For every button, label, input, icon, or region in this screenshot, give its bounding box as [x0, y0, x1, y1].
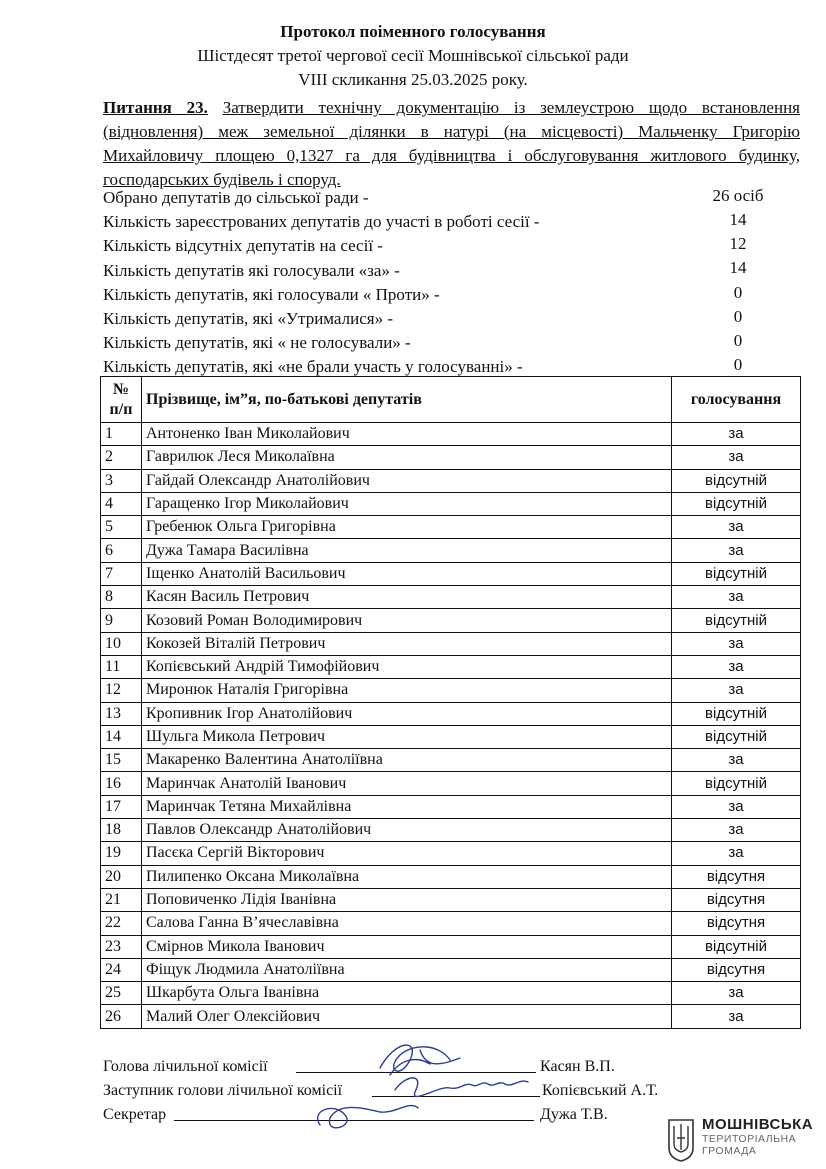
vote-table [100, 376, 801, 1029]
vote-result: відсутня [672, 912, 801, 935]
row-number: 20 [101, 865, 142, 888]
row-number: 2 [101, 446, 142, 469]
vote-result: відсутній [672, 609, 801, 632]
logo-line-1: МОШНІВСЬКА [702, 1116, 814, 1133]
stat-label-registered: Кількість зареєстрованих депутатів до участі в роботі сесії - [103, 212, 540, 231]
deputy-commission-name: Копієвський А.Т. [542, 1082, 659, 1099]
vote-result: відсутня [672, 958, 801, 981]
table-row [101, 492, 801, 515]
deputy-name: Малий Олег Олексійович [142, 1005, 672, 1028]
vote-result: за [672, 632, 801, 655]
row-number: 5 [101, 516, 142, 539]
row-number: 18 [101, 819, 142, 842]
vote-result: за [672, 749, 801, 772]
deputy-name: Іщенко Анатолій Васильович [142, 562, 672, 585]
stat-label-not-participated: Кількість депутатів, які «не брали участь у голосуванні» - [103, 357, 523, 376]
deputy-name: Пилипенко Оксана Миколаївна [142, 865, 672, 888]
table-row [101, 632, 801, 655]
row-number: 1 [101, 423, 142, 446]
row-number: 26 [101, 1005, 142, 1028]
vote-result: за [672, 539, 801, 562]
vote-result: за [672, 446, 801, 469]
table-row [101, 562, 801, 585]
trident-emblem-icon [666, 1116, 696, 1162]
stat-value-not-participated: 0 [733, 355, 743, 374]
row-number: 24 [101, 958, 142, 981]
table-row [101, 469, 801, 492]
table-row [101, 888, 801, 911]
table-row [101, 749, 801, 772]
deputy-name: Салова Ганна В’ячеславівна [142, 912, 672, 935]
deputy-name: Дужа Тамара Василівна [142, 539, 672, 562]
head-commission-name: Касян В.П. [540, 1058, 615, 1075]
deputy-name: Антоненко Іван Миколайович [142, 423, 672, 446]
deputy-commission-label: Заступник голови лічильної комісії [103, 1082, 343, 1099]
row-number: 16 [101, 772, 142, 795]
deputy-name: Гаврилюк Леся Миколаївна [142, 446, 672, 469]
stat-value-for: 14 [729, 258, 747, 277]
row-number: 10 [101, 632, 142, 655]
col-header-number-line1: № [112, 380, 130, 398]
vote-result: за [672, 819, 801, 842]
signature-deputy [395, 1078, 528, 1097]
table-row [101, 912, 801, 935]
question-label: Питання 23. [103, 98, 208, 117]
table-header-row [101, 377, 801, 423]
table-row [101, 1005, 801, 1028]
table-row [101, 702, 801, 725]
deputy-name: Гаращенко Ігор Миколайович [142, 492, 672, 515]
vote-result: відсутній [672, 702, 801, 725]
row-number: 7 [101, 562, 142, 585]
row-number: 12 [101, 679, 142, 702]
deputy-name: Копієвський Андрій Тимофійович [142, 655, 672, 678]
deputy-name: Миронюк Наталія Григорівна [142, 679, 672, 702]
row-number: 8 [101, 586, 142, 609]
table-row [101, 655, 801, 678]
table-row [101, 679, 801, 702]
stat-value-elected: 26 осіб [712, 186, 764, 205]
deputy-name: Касян Василь Петрович [142, 586, 672, 609]
deputy-name: Фіщук Людмила Анатоліївна [142, 958, 672, 981]
table-row [101, 586, 801, 609]
deputy-name: Шульга Микола Петрович [142, 725, 672, 748]
col-header-number [101, 377, 142, 423]
community-logo [666, 1116, 816, 1164]
table-row [101, 423, 801, 446]
vote-result: відсутній [672, 935, 801, 958]
vote-result: за [672, 842, 801, 865]
handwritten-signatures [300, 1030, 540, 1145]
logo-line-2: ТЕРИТОРІАЛЬНА [702, 1133, 797, 1145]
stat-value-not-voted: 0 [733, 331, 743, 350]
row-number: 19 [101, 842, 142, 865]
stat-value-against: 0 [733, 283, 743, 302]
table-row [101, 935, 801, 958]
deputy-name: Смірнов Микола Іванович [142, 935, 672, 958]
row-number: 23 [101, 935, 142, 958]
deputy-name: Кокозей Віталій Петрович [142, 632, 672, 655]
vote-result: відсутня [672, 865, 801, 888]
deputy-name: Павлов Олександр Анатолійович [142, 819, 672, 842]
stat-label-against: Кількість депутатів, які голосували « Проти» - [103, 285, 440, 304]
table-row [101, 516, 801, 539]
table-row [101, 539, 801, 562]
col-header-number-line2: п/п [109, 400, 133, 418]
deputy-name: Гребенюк Ольга Григорівна [142, 516, 672, 539]
table-row [101, 865, 801, 888]
vote-result: відсутній [672, 772, 801, 795]
question-block [103, 96, 800, 192]
table-row [101, 725, 801, 748]
vote-result: відсутній [672, 492, 801, 515]
vote-result: за [672, 655, 801, 678]
vote-result: за [672, 516, 801, 539]
question-text: Затвердити технічну документацію із землеустрою щодо встановлення (відновлення) меж земельної ділянки в натурі (на місцевості) Мальченку Григорію Михайловичу площею 0,1327 га для будівництва і обслуговування житлового будинку, господарських будівель і споруд. [103, 98, 800, 189]
vote-result: за [672, 423, 801, 446]
deputy-name: Поповиченко Лідія Іванівна [142, 888, 672, 911]
vote-result: відсутня [672, 888, 801, 911]
table-row [101, 958, 801, 981]
deputy-name: Маринчак Тетяна Михайлівна [142, 795, 672, 818]
row-number: 22 [101, 912, 142, 935]
vote-result: відсутній [672, 725, 801, 748]
row-number: 15 [101, 749, 142, 772]
stat-label-abstained: Кількість депутатів, які «Утрималися» - [103, 309, 393, 328]
stat-label-absent: Кількість відсутніх депутатів на сесії - [103, 236, 383, 255]
deputy-name: Маринчак Анатолій Іванович [142, 772, 672, 795]
row-number: 17 [101, 795, 142, 818]
deputy-name: Макаренко Валентина Анатоліївна [142, 749, 672, 772]
signature-secretary [318, 1106, 418, 1128]
row-number: 21 [101, 888, 142, 911]
session-line: Шістдесят третої чергової сесії Мошнівської сільської ради [197, 46, 629, 65]
protocol-title: Протокол поіменного голосування [280, 22, 546, 41]
secretary-name: Дужа Т.В. [540, 1106, 608, 1123]
table-row [101, 982, 801, 1005]
row-number: 6 [101, 539, 142, 562]
table-row [101, 795, 801, 818]
stat-label-not-voted: Кількість депутатів, які « не голосували» - [103, 333, 411, 352]
deputy-name: Козовий Роман Володимирович [142, 609, 672, 632]
table-row [101, 446, 801, 469]
table-row [101, 772, 801, 795]
convocation-date-line: VIII скликання 25.03.2025 року. [298, 70, 528, 89]
deputy-name: Шкарбута Ольга Іванівна [142, 982, 672, 1005]
row-number: 13 [101, 702, 142, 725]
row-number: 3 [101, 469, 142, 492]
table-row [101, 842, 801, 865]
row-number: 11 [101, 655, 142, 678]
signature-head [380, 1045, 460, 1075]
row-number: 9 [101, 609, 142, 632]
stat-value-abstained: 0 [733, 307, 743, 326]
vote-result: за [672, 1005, 801, 1028]
deputy-name: Гайдай Олександр Анатолійович [142, 469, 672, 492]
stat-label-for: Кількість депутатів які голосували «за» - [103, 261, 400, 280]
stat-value-absent: 12 [729, 234, 747, 253]
row-number: 14 [101, 725, 142, 748]
head-commission-label: Голова лічильної комісії [103, 1058, 268, 1075]
vote-result: за [672, 679, 801, 702]
table-row [101, 819, 801, 842]
deputy-name: Кропивник Ігор Анатолійович [142, 702, 672, 725]
row-number: 4 [101, 492, 142, 515]
stat-label-elected: Обрано депутатів до сільської ради - [103, 188, 369, 207]
vote-result: за [672, 982, 801, 1005]
vote-result: відсутній [672, 562, 801, 585]
vote-result: за [672, 795, 801, 818]
vote-result: за [672, 586, 801, 609]
table-row [101, 609, 801, 632]
secretary-label: Секретар [103, 1106, 167, 1123]
deputy-name: Пасєка Сергій Вікторович [142, 842, 672, 865]
stat-value-registered: 14 [729, 210, 747, 229]
logo-line-3: ГРОМАДА [702, 1145, 757, 1157]
col-header-vote: голосування [672, 377, 801, 423]
row-number: 25 [101, 982, 142, 1005]
vote-result: відсутній [672, 469, 801, 492]
col-header-name: Прізвище, ім”я, по-батькові депутатів [142, 377, 672, 423]
